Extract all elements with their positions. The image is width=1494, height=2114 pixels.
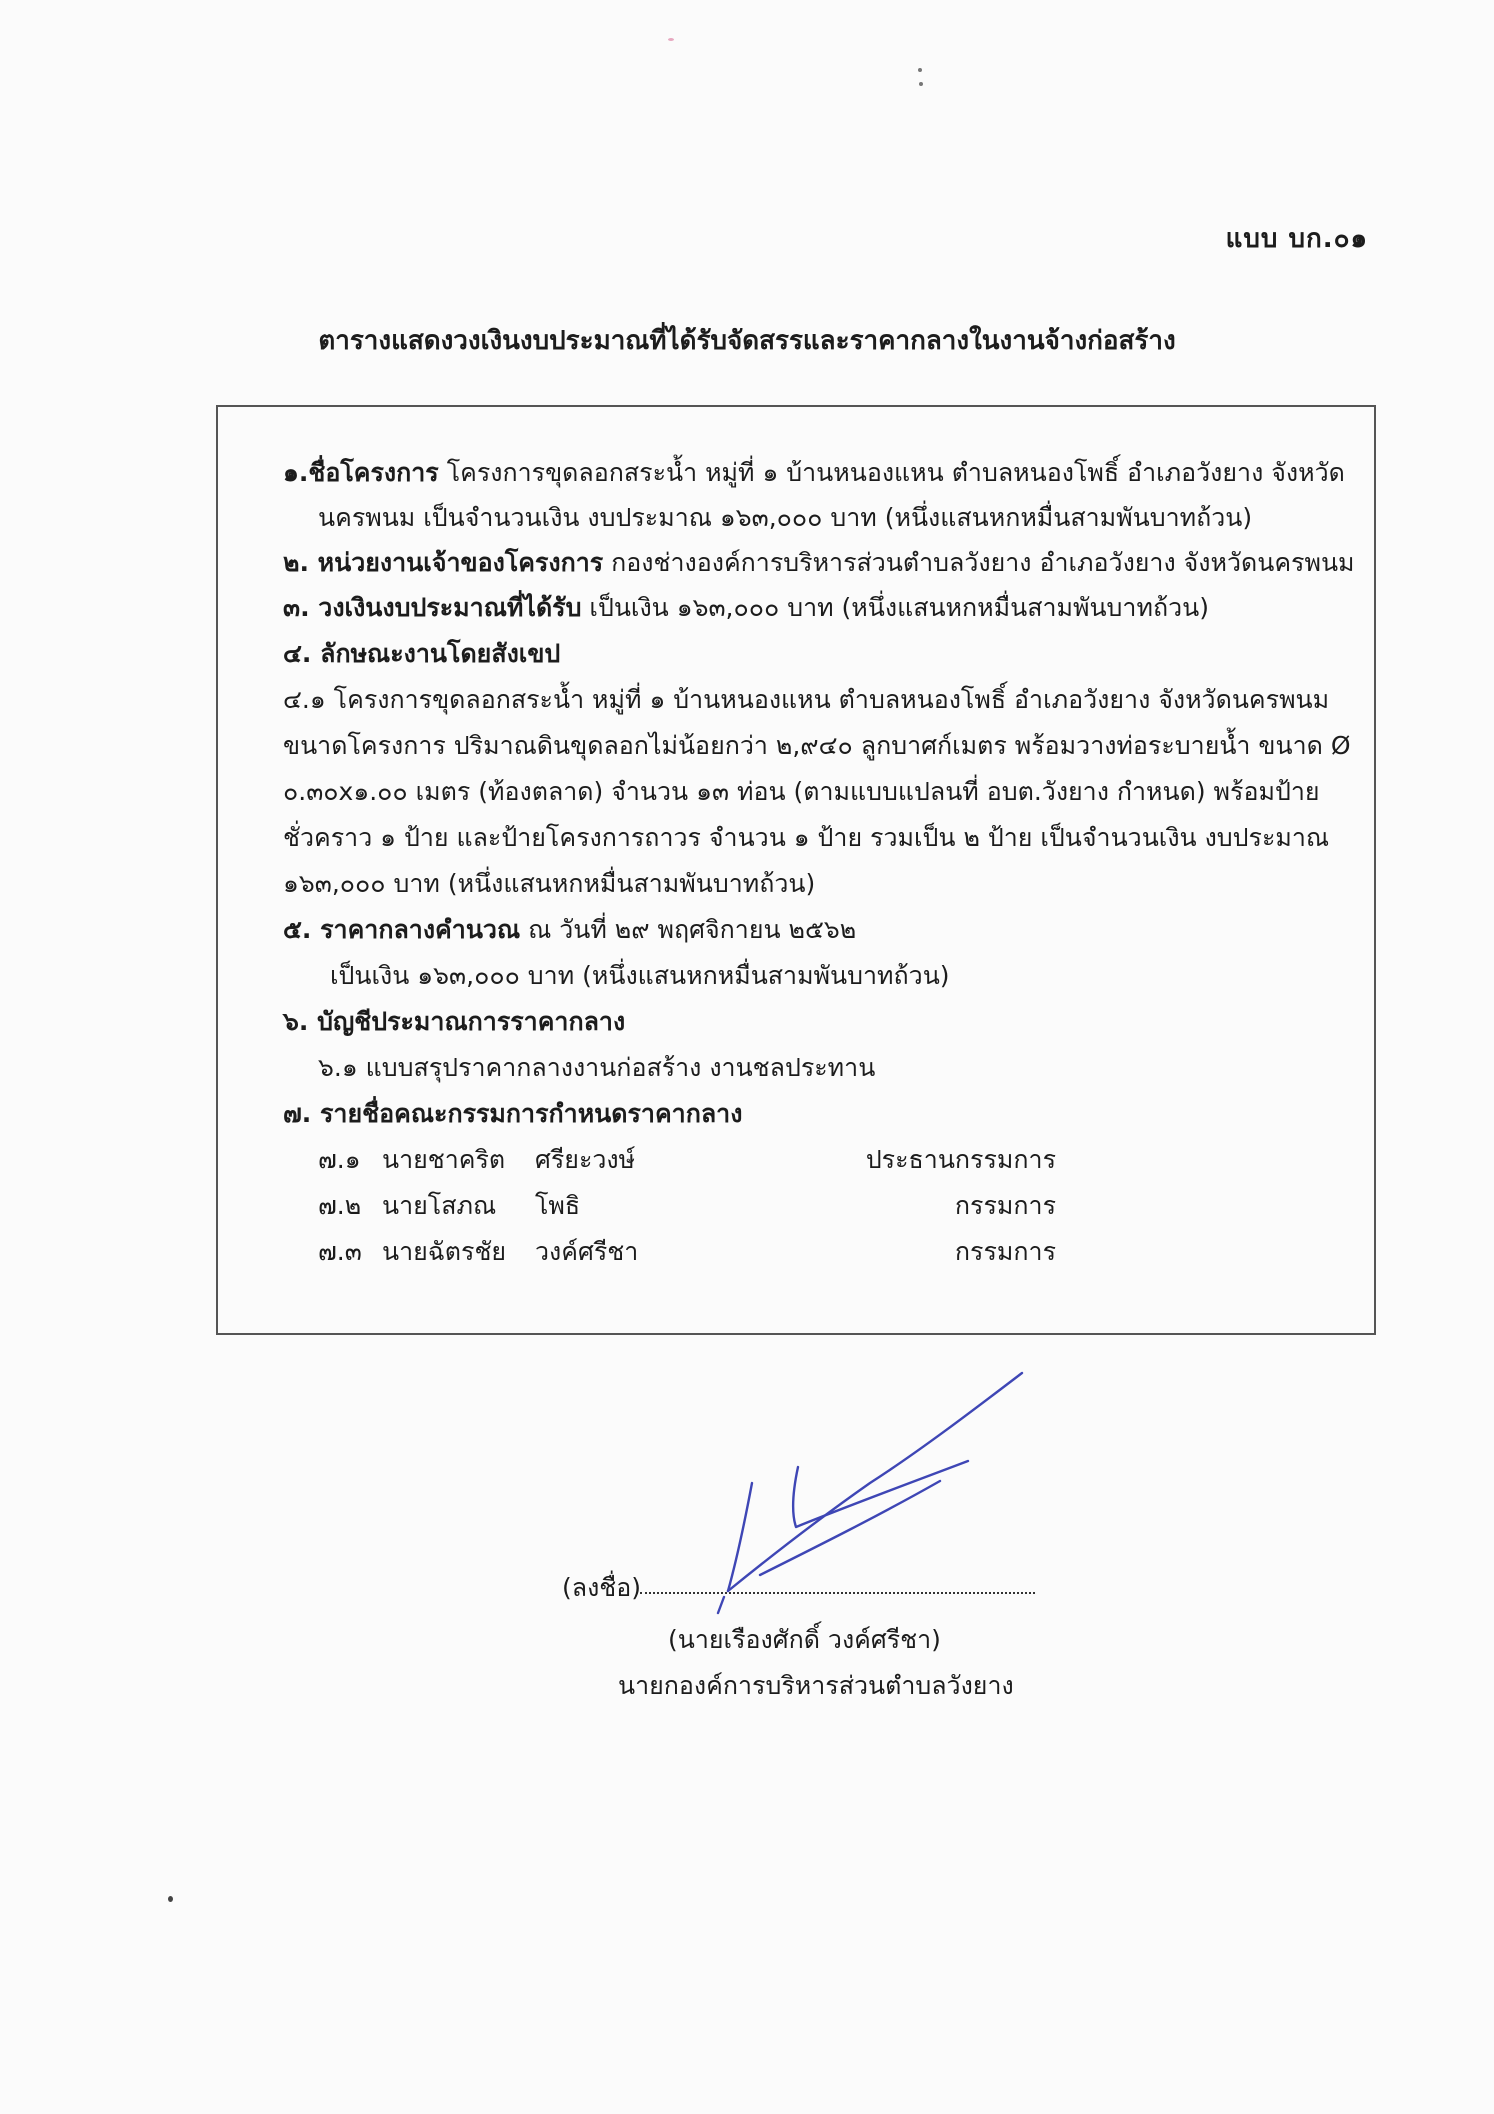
section-5-label: ๕. ราคากลางคำนวณ — [283, 915, 521, 944]
committee-role: กรรมการ — [954, 1191, 1056, 1220]
scan-speck — [919, 82, 923, 86]
section-6-sub: ๖.๑ แบบสรุปราคากลางงานก่อสร้าง งานชลประทาน — [318, 1053, 876, 1082]
section-1-cont: นครพนม เป็นจำนวนเงิน งบประมาณ ๑๖๓,๐๐๐ บาท (หนึ่งแสนหกหมื่นสามพันบาทถ้วน) — [318, 503, 1253, 532]
section-6 — [283, 1002, 625, 1042]
section-2-label: ๒. หน่วยงานเจ้าของโครงการ — [283, 548, 604, 577]
section-2-text: กองช่างองค์การบริหารส่วนตำบลวังยาง อำเภอวังยาง จังหวัดนครพนม — [603, 548, 1355, 577]
scan-speck — [668, 38, 674, 41]
section-4-label: ๔. ลักษณะงานโดยสังเขป — [283, 639, 561, 668]
signer-title: นายกองค์การบริหารส่วนตำบลวังยาง — [618, 1671, 1014, 1700]
committee-no: ๗.๓ — [318, 1237, 362, 1266]
section-5 — [283, 910, 856, 950]
committee-role: กรรมการ — [954, 1237, 1056, 1266]
committee-last-name: ศรียะวงษ์ — [535, 1145, 636, 1174]
section-4-line: ขนาดโครงการ ปริมาณดินขุดลอกไม่น้อยกว่า ๒,๙๔๐ ลูกบาศก์เมตร พร้อมวางท่อระบายน้ำ ขนาด Ø — [283, 731, 1351, 760]
section-1 — [283, 453, 1345, 493]
section-2 — [283, 543, 1355, 583]
section-7 — [283, 1094, 742, 1134]
section-1-label: ๑.ชื่อโครงการ — [283, 458, 439, 487]
sign-dotted-line — [640, 1570, 1035, 1594]
sign-label: (ลงชื่อ) — [562, 1573, 642, 1602]
section-6-label: ๖. บัญชีประมาณการราคากลาง — [283, 1007, 626, 1036]
section-3 — [283, 588, 1209, 628]
committee-first-name: นายชาคริต — [382, 1145, 506, 1174]
committee-no: ๗.๑ — [318, 1145, 361, 1174]
section-7-label: ๗. รายชื่อคณะกรรมการกำหนดราคากลาง — [283, 1099, 743, 1128]
scan-speck — [168, 1896, 173, 1902]
section-4 — [283, 634, 560, 674]
section-3-text: เป็นเงิน ๑๖๓,๐๐๐ บาท (หนึ่งแสนหกหมื่นสามพันบาทถ้วน) — [581, 593, 1209, 622]
scan-speck — [918, 68, 922, 72]
document-title: ตารางแสดงวงเงินงบประมาณที่ได้รับจัดสรรและราคากลางในงานจ้างก่อสร้าง — [318, 326, 1176, 356]
committee-first-name: นายโสภณ — [382, 1191, 497, 1220]
committee-last-name: วงค์ศรีชา — [535, 1237, 639, 1266]
section-5-text: ณ วันที่ ๒๙ พฤศจิกายน ๒๕๖๒ — [520, 915, 857, 944]
committee-no: ๗.๒ — [318, 1191, 362, 1220]
committee-first-name: นายฉัตรชัย — [382, 1237, 507, 1266]
section-4-line: ชั่วคราว ๑ ป้าย และป้ายโครงการถาวร จำนวน ๑ ป้าย รวมเป็น ๒ ป้าย เป็นจำนวนเงิน งบประมาณ — [283, 823, 1330, 852]
section-4-line: ๔.๑ โครงการขุดลอกสระน้ำ หมู่ที่ ๑ บ้านหนองแหน ตำบลหนองโพธิ์ อำเภอวังยาง จังหวัดนครพนม — [283, 685, 1330, 714]
section-1-text: โครงการขุดลอกสระน้ำ หมู่ที่ ๑ บ้านหนองแหน ตำบลหนองโพธิ์ อำเภอวังยาง จังหวัด — [438, 458, 1345, 487]
committee-last-name: โพธิ — [535, 1191, 581, 1220]
section-4-line: ๑๖๓,๐๐๐ บาท (หนึ่งแสนหกหมื่นสามพันบาทถ้วน) — [283, 869, 816, 898]
form-code: แบบ บก.๐๑ — [1225, 224, 1368, 254]
section-5-cont: เป็นเงิน ๑๖๓,๐๐๐ บาท (หนึ่งแสนหกหมื่นสามพันบาทถ้วน) — [330, 961, 950, 990]
section-4-line: ๐.๓๐x๑.๐๐ เมตร (ท้องตลาด) จำนวน ๑๓ ท่อน (ตามแบบแปลนที่ อบต.วังยาง กำหนด) พร้อมป้าย — [283, 777, 1320, 806]
signer-name: (นายเรืองศักดิ์ วงค์ศรีชา) — [668, 1625, 941, 1654]
section-3-label: ๓. วงเงินงบประมาณที่ได้รับ — [283, 593, 582, 622]
committee-role: ประธานกรรมการ — [865, 1145, 1056, 1174]
